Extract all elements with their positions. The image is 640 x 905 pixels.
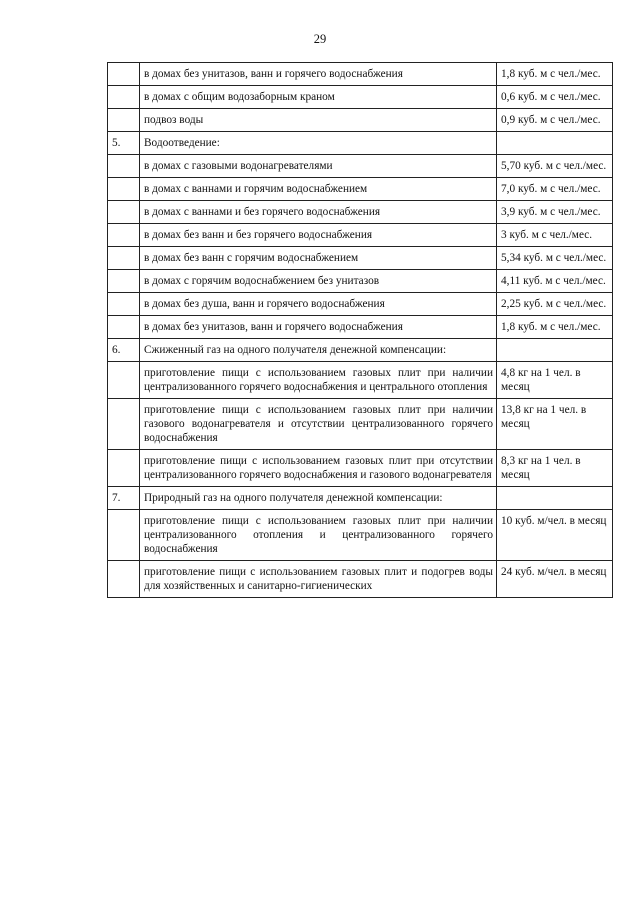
description-cell-text: в домах без ванн и без горячего водоснабжения — [144, 229, 373, 241]
description-cell-text: в домах без унитазов, ванн и горячего водоснабжения — [144, 68, 403, 80]
row-number-cell — [108, 270, 140, 293]
row-number-cell — [108, 339, 140, 362]
row-number-cell-text: 5. — [112, 137, 121, 149]
table-row — [108, 316, 613, 339]
description-cell — [140, 362, 497, 399]
norm-value-cell — [497, 339, 613, 362]
row-number-cell — [108, 450, 140, 487]
description-cell — [140, 399, 497, 450]
row-number-cell-text — [112, 565, 136, 593]
description-cell-text: в домах с общим водозаборным краном — [144, 91, 335, 103]
norm-value-cell — [497, 109, 613, 132]
table-row — [108, 132, 613, 155]
row-number-cell — [108, 132, 140, 155]
row-number-cell — [108, 293, 140, 316]
description-cell — [140, 132, 497, 155]
norm-value-cell — [497, 201, 613, 224]
row-number-cell — [108, 109, 140, 132]
norm-value-cell-text: 3,9 куб. м с чел./мес. — [501, 206, 601, 218]
description-cell — [140, 178, 497, 201]
description-cell — [140, 510, 497, 561]
row-number-cell — [108, 316, 140, 339]
norm-value-cell — [497, 155, 613, 178]
description-cell-text: приготовление пищи с использованием газовых плит при наличии централизованного горячего водоснабжения и центрального отопления — [144, 367, 493, 393]
table-row — [108, 362, 613, 399]
norm-value-cell — [497, 561, 613, 598]
description-cell — [140, 270, 497, 293]
description-cell — [140, 487, 497, 510]
norms-table — [107, 62, 613, 598]
row-number-cell — [108, 561, 140, 598]
norm-value-cell-text: 4,11 куб. м с чел./мес. — [501, 275, 606, 287]
norm-value-cell — [497, 316, 613, 339]
norm-value-cell-text: 1,8 куб. м с чел./мес. — [501, 321, 601, 333]
norm-value-cell-text: 0,9 куб. м с чел./мес. — [501, 114, 601, 126]
norm-value-cell-text: 7,0 куб. м с чел./мес. — [501, 183, 601, 195]
norm-value-cell-text: 8,3 кг на 1 чел. в месяц — [501, 455, 581, 481]
norm-value-cell-text: 0,6 куб. м с чел./мес. — [501, 91, 601, 103]
description-cell-text: Водоотведение: — [144, 137, 220, 149]
table-row — [108, 63, 613, 86]
norm-value-cell — [497, 362, 613, 399]
description-cell-text: в домах без ванн с горячим водоснабжением — [144, 252, 359, 264]
row-number-cell — [108, 362, 140, 399]
row-number-cell-text: 7. — [112, 492, 121, 504]
table-row — [108, 399, 613, 450]
norm-value-cell-text: 1,8 куб. м с чел./мес. — [501, 68, 601, 80]
description-cell — [140, 109, 497, 132]
description-cell — [140, 450, 497, 487]
description-cell-text: приготовление пищи с использованием газовых плит при отсутствии централизованного горячего водоснабжения и газового водонагревателя — [144, 455, 493, 481]
norm-value-cell — [497, 487, 613, 510]
row-number-cell — [108, 487, 140, 510]
norm-value-cell — [497, 293, 613, 316]
row-number-cell — [108, 155, 140, 178]
description-cell — [140, 247, 497, 270]
norm-value-cell-text: 10 куб. м/чел. в месяц — [501, 515, 607, 527]
description-cell — [140, 224, 497, 247]
norm-value-cell — [497, 63, 613, 86]
description-cell-text: Сжиженный газ на одного получателя денежной компенсации: — [144, 344, 447, 356]
description-cell-text: в домах с горячим водоснабжением без унитазов — [144, 275, 380, 287]
description-cell — [140, 86, 497, 109]
table-row — [108, 86, 613, 109]
norm-value-cell — [497, 399, 613, 450]
norm-value-cell-text: 24 куб. м/чел. в месяц — [501, 566, 607, 578]
norm-value-cell — [497, 224, 613, 247]
row-number-cell — [108, 178, 140, 201]
description-cell-text: в домах с газовыми водонагревателями — [144, 160, 333, 172]
table-row — [108, 224, 613, 247]
row-number-cell — [108, 399, 140, 450]
table-row — [108, 155, 613, 178]
norm-value-cell-text: 13,8 кг на 1 чел. в месяц — [501, 404, 587, 430]
table-row — [108, 293, 613, 316]
description-cell — [140, 561, 497, 598]
description-cell-text: в домах с ваннами и горячим водоснабжением — [144, 183, 368, 195]
table-row — [108, 247, 613, 270]
page-number: 29 — [313, 32, 327, 46]
description-cell-text: в домах без унитазов, ванн и горячего водоснабжения — [144, 321, 403, 333]
norm-value-cell-text: 5,70 куб. м с чел./мес. — [501, 160, 607, 172]
table-row — [108, 487, 613, 510]
row-number-cell — [108, 247, 140, 270]
norm-value-cell — [497, 450, 613, 487]
table-row — [108, 201, 613, 224]
table-row — [108, 339, 613, 362]
norm-value-cell — [497, 178, 613, 201]
description-cell — [140, 63, 497, 86]
row-number-cell — [108, 510, 140, 561]
description-cell-text: в домах без душа, ванн и горячего водоснабжения — [144, 298, 385, 310]
description-cell-text: подвоз воды — [144, 114, 204, 126]
table-row — [108, 270, 613, 293]
table-row — [108, 178, 613, 201]
description-cell — [140, 201, 497, 224]
norm-value-cell — [497, 132, 613, 155]
description-cell — [140, 316, 497, 339]
norm-value-cell — [497, 247, 613, 270]
description-cell-text: приготовление пищи с использованием газовых плит и подогрев воды для хозяйственных и санитарно-гигиенических — [144, 566, 493, 592]
table-row — [108, 109, 613, 132]
norm-value-cell-text: 5,34 куб. м с чел./мес. — [501, 252, 607, 264]
table-row — [108, 450, 613, 487]
norm-value-cell-text: 2,25 куб. м с чел./мес. — [501, 298, 607, 310]
norm-value-cell — [497, 510, 613, 561]
norm-value-cell — [497, 270, 613, 293]
table-row — [108, 561, 613, 598]
description-cell-text: приготовление пищи с использованием газовых плит при наличии газового водонагревателя и отсутствии централизованного горячего водоснабжения — [144, 404, 493, 444]
row-number-cell — [108, 224, 140, 247]
norm-value-cell-text: 4,8 кг на 1 чел. в месяц — [501, 367, 581, 393]
description-cell-text: приготовление пищи с использованием газовых плит при наличии централизованного отопления и централизованного горячего водоснабжения — [144, 515, 493, 555]
norm-value-cell — [497, 86, 613, 109]
description-cell — [140, 339, 497, 362]
row-number-cell — [108, 63, 140, 86]
table-row — [108, 510, 613, 561]
row-number-cell-text: 6. — [112, 344, 121, 356]
description-cell-text: в домах с ваннами и без горячего водоснабжения — [144, 206, 381, 218]
description-cell — [140, 155, 497, 178]
norm-value-cell-text: 3 куб. м с чел./мес. — [501, 229, 593, 241]
description-cell — [140, 293, 497, 316]
row-number-cell — [108, 201, 140, 224]
row-number-cell — [108, 86, 140, 109]
description-cell-text: Природный газ на одного получателя денежной компенсации: — [144, 492, 443, 504]
